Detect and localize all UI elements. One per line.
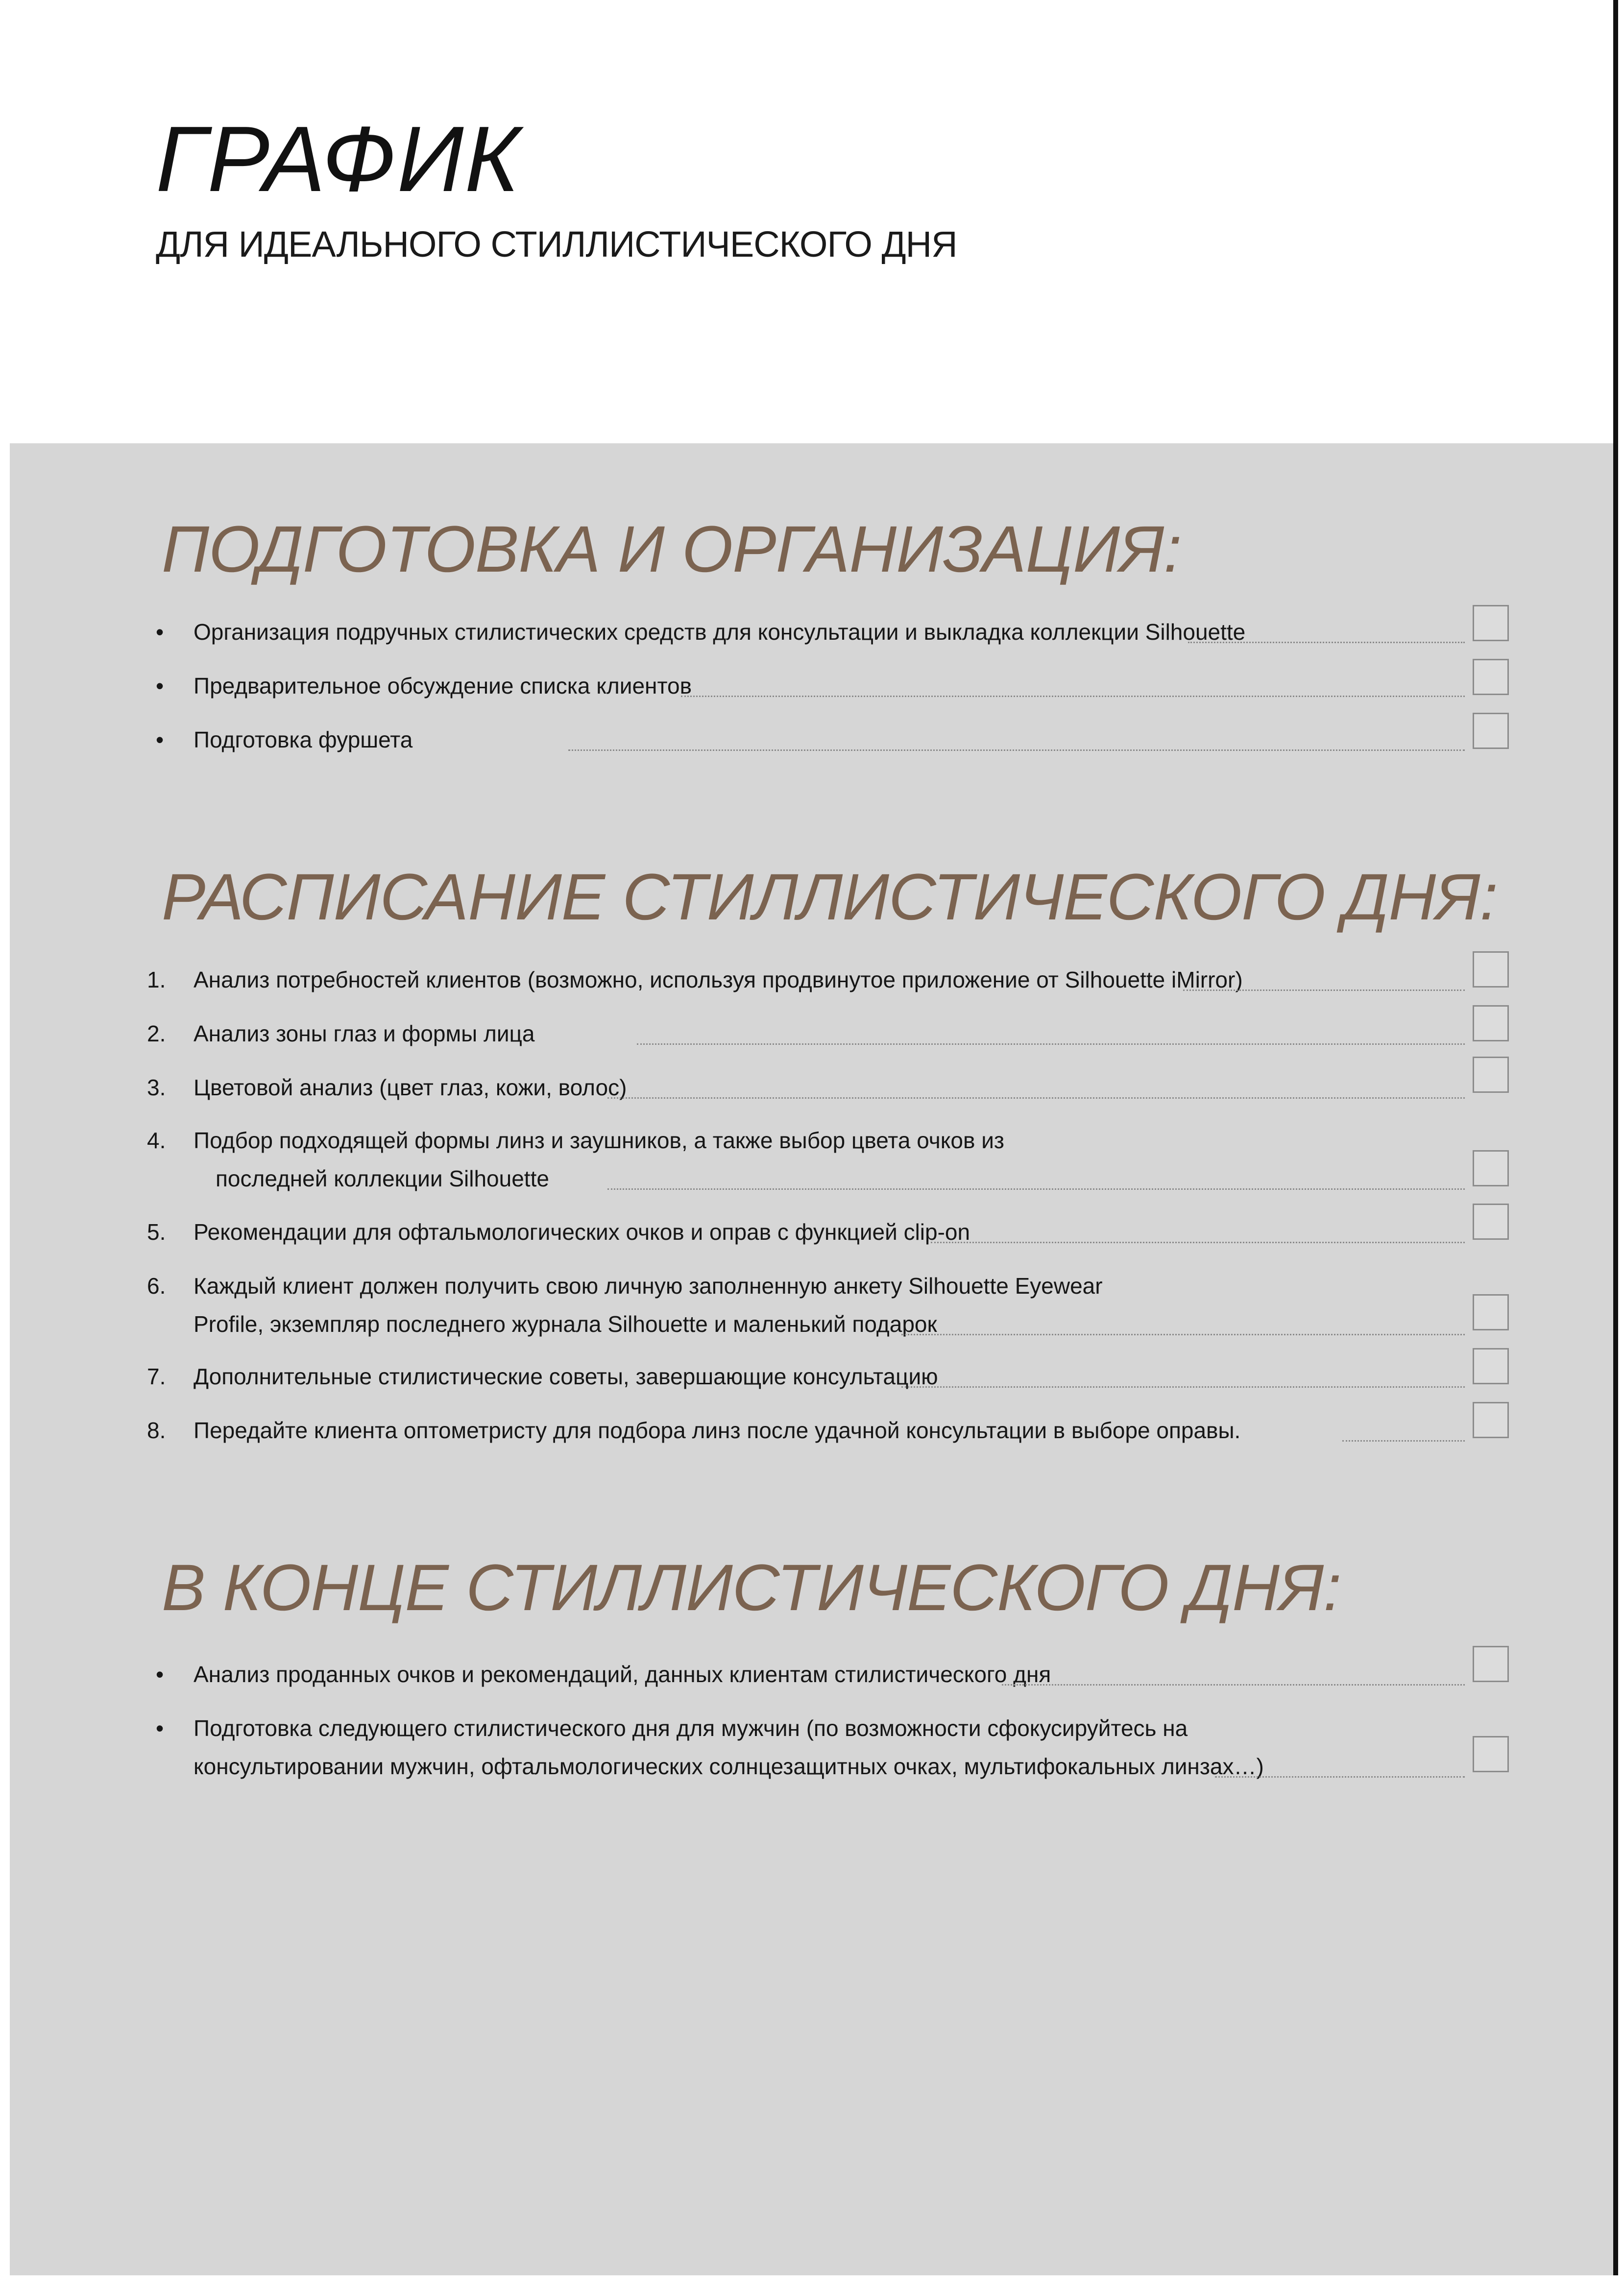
section-heading-end-of-day: В КОНЦЕ СТИЛЛИСТИЧЕСКОГО ДНЯ: <box>162 1551 1341 1624</box>
page-top <box>0 0 1624 443</box>
checkbox[interactable] <box>1473 659 1509 695</box>
item-text: Дополнительные стилистические советы, завершающие консультацию <box>194 1364 938 1389</box>
checkbox[interactable] <box>1473 1005 1509 1041</box>
dotted-leader <box>607 1188 1465 1190</box>
checklist-item <box>147 672 1519 701</box>
page-bottom-margin <box>0 2275 1624 2291</box>
number-marker: 2. <box>147 1021 166 1046</box>
dotted-leader <box>1002 1684 1465 1686</box>
item-text: Передайте клиента оптометристу для подбора линз после удачной консультации в выборе оправы. <box>194 1418 1241 1443</box>
number-marker: 1. <box>147 967 166 992</box>
checklist-item <box>147 1714 1519 1783</box>
checkbox[interactable] <box>1473 1646 1509 1682</box>
checkbox[interactable] <box>1473 1204 1509 1240</box>
item-text-line-2: консультировании мужчин, офтальмологических солнцезащитных очках, мультифокальных линзах…) <box>194 1754 1264 1779</box>
number-marker: 4. <box>147 1128 166 1153</box>
item-text-line-2: Profile, экземпляр последнего журнала Silhouette и маленький подарок <box>194 1311 937 1337</box>
bullet-marker: • <box>156 1662 164 1687</box>
checklist-item <box>147 618 1519 648</box>
checklist-item <box>147 1417 1519 1446</box>
dotted-leader <box>931 1242 1465 1243</box>
checklist-item <box>147 1661 1519 1690</box>
checkbox[interactable] <box>1473 1736 1509 1772</box>
checklist-panel <box>10 443 1614 2275</box>
checkbox[interactable] <box>1473 605 1509 641</box>
checkbox[interactable] <box>1473 1150 1509 1186</box>
checklist-item <box>147 1272 1519 1341</box>
item-text-line-2: последней коллекции Silhouette <box>216 1166 549 1191</box>
item-text: Цветовой анализ (цвет глаз, кожи, волос) <box>194 1075 627 1100</box>
item-text: Предварительное обсуждение списка клиентов <box>194 673 692 699</box>
dotted-leader <box>607 1097 1465 1099</box>
item-text: Анализ зоны глаз и формы лица <box>194 1021 535 1046</box>
number-marker: 6. <box>147 1273 166 1299</box>
dotted-leader <box>1342 1440 1465 1442</box>
checklist-item <box>147 1074 1519 1103</box>
dotted-leader <box>681 696 1465 697</box>
dotted-leader <box>637 1043 1465 1045</box>
checkbox[interactable] <box>1473 1402 1509 1438</box>
checkbox[interactable] <box>1473 951 1509 988</box>
item-text-line-1: Подбор подходящей формы линз и заушников, а также выбор цвета очков из <box>194 1128 1004 1153</box>
bullet-marker: • <box>156 1715 164 1741</box>
number-marker: 8. <box>147 1418 166 1443</box>
number-marker: 5. <box>147 1219 166 1245</box>
section-heading-preparation: ПОДГОТОВКА И ОРГАНИЗАЦИЯ: <box>162 513 1182 586</box>
checkbox[interactable] <box>1473 1348 1509 1384</box>
checklist-item <box>147 966 1519 995</box>
item-text-line-1: Каждый клиент должен получить свою личную заполненную анкету Silhouette Eyewear <box>194 1273 1103 1299</box>
checklist-item <box>147 1218 1519 1248</box>
bullet-marker: • <box>156 673 164 699</box>
item-text: Рекомендации для офтальмологических очков и оправ с функцией clip-on <box>194 1219 970 1245</box>
checklist-item <box>147 1020 1519 1049</box>
checklist-item <box>147 1127 1519 1195</box>
checkbox[interactable] <box>1473 713 1509 749</box>
page-edge-shadow <box>1613 0 1618 2291</box>
dotted-leader <box>1183 989 1465 991</box>
dotted-leader <box>1188 642 1465 643</box>
item-text-line-1: Подготовка следующего стилистического дня для мужчин (по возможности сфокусируйтесь на <box>194 1715 1188 1741</box>
item-text: Подготовка фуршета <box>194 727 413 752</box>
item-text: Организация подручных стилистических средств для консультации и выкладка коллекции Silhouette <box>194 619 1246 645</box>
item-text: Анализ проданных очков и рекомендаций, данных клиентам стилистического дня <box>194 1662 1051 1687</box>
checkbox[interactable] <box>1473 1057 1509 1093</box>
page-title: ГРАФИК <box>156 107 521 211</box>
dotted-leader <box>901 1334 1465 1335</box>
bullet-marker: • <box>156 727 164 752</box>
checklist-item <box>147 1363 1519 1392</box>
checkbox[interactable] <box>1473 1294 1509 1330</box>
number-marker: 3. <box>147 1075 166 1100</box>
section-heading-schedule: РАСПИСАНИЕ СТИЛЛИСТИЧЕСКОГО ДНЯ: <box>162 861 1498 934</box>
page-subtitle: ДЛЯ ИДЕАЛЬНОГО СТИЛЛИСТИЧЕСКОГО ДНЯ <box>156 224 957 265</box>
dotted-leader <box>901 1386 1465 1388</box>
dotted-leader <box>568 749 1465 751</box>
dotted-leader <box>1215 1776 1465 1778</box>
bullet-marker: • <box>156 619 164 645</box>
number-marker: 7. <box>147 1364 166 1389</box>
item-text: Анализ потребностей клиентов (возможно, используя продвинутое приложение от Silhouette iMirror) <box>194 967 1243 992</box>
checklist-item <box>147 726 1519 755</box>
